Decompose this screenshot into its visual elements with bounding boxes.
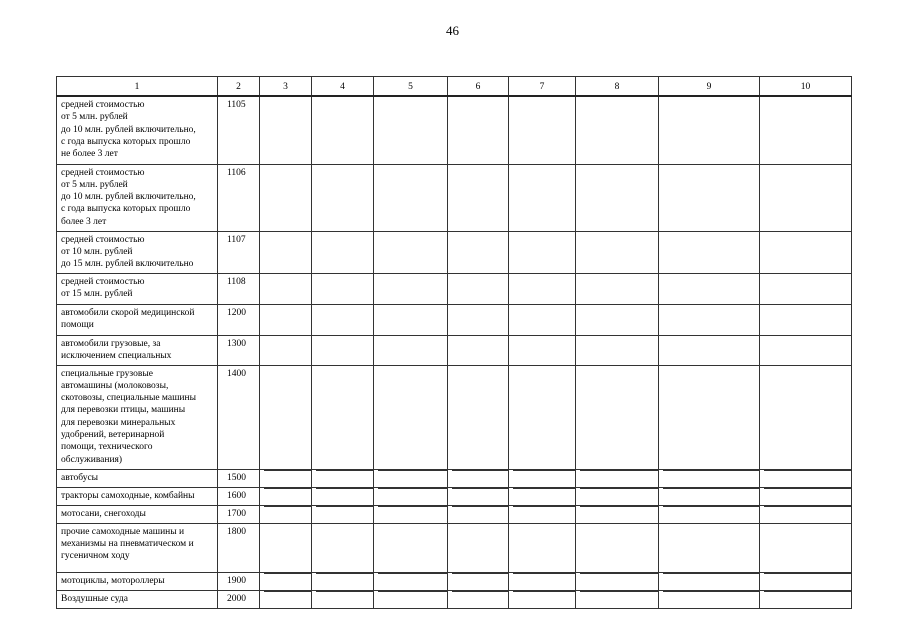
empty-cell-col-3 (260, 365, 312, 469)
empty-cell-col-7 (509, 273, 576, 304)
empty-cell-col-9 (659, 273, 760, 304)
empty-cell-col-3 (260, 590, 312, 608)
empty-cell-col-4 (312, 505, 374, 523)
empty-cell-col-5 (374, 96, 448, 164)
empty-cell-col-7 (509, 590, 576, 608)
row-label: средней стоимостью от 15 млн. рублей (57, 273, 218, 304)
empty-cell-col-7 (509, 304, 576, 335)
cell-divider (316, 470, 373, 471)
table-row (57, 304, 852, 335)
cell-divider (378, 506, 447, 507)
row-label: тракторы самоходные, комбайны (57, 487, 218, 505)
table-row (57, 505, 852, 523)
cell-divider (663, 470, 759, 471)
empty-cell-col-5 (374, 469, 448, 487)
empty-cell-col-4 (312, 365, 374, 469)
header-col-1: 1 (57, 77, 218, 97)
empty-cell-col-5 (374, 590, 448, 608)
row-code: 1300 (218, 335, 260, 365)
row-code: 1900 (218, 572, 260, 590)
empty-cell-col-3 (260, 273, 312, 304)
empty-cell-col-10 (760, 487, 852, 505)
empty-cell-col-10 (760, 590, 852, 608)
cell-divider (452, 506, 508, 507)
header-col-4: 4 (312, 77, 374, 97)
empty-cell-col-3 (260, 487, 312, 505)
empty-cell-col-6 (448, 572, 509, 590)
empty-cell-col-8 (576, 304, 659, 335)
cell-divider (513, 506, 575, 507)
row-code: 1106 (218, 164, 260, 231)
header-col-7: 7 (509, 77, 576, 97)
header-col-2: 2 (218, 77, 260, 97)
table-row (57, 335, 852, 365)
cell-divider (663, 488, 759, 489)
empty-cell-col-9 (659, 365, 760, 469)
empty-cell-col-5 (374, 164, 448, 231)
row-code: 1500 (218, 469, 260, 487)
empty-cell-col-6 (448, 365, 509, 469)
empty-cell-col-10 (760, 572, 852, 590)
table-row (57, 523, 852, 572)
row-label: автомобили скорой медицинской помощи (57, 304, 218, 335)
table-row (57, 572, 852, 590)
empty-cell-col-5 (374, 523, 448, 572)
empty-cell-col-5 (374, 304, 448, 335)
empty-cell-col-9 (659, 572, 760, 590)
empty-cell-col-6 (448, 505, 509, 523)
empty-cell-col-4 (312, 523, 374, 572)
cell-divider (452, 488, 508, 489)
empty-cell-col-3 (260, 164, 312, 231)
empty-cell-col-4 (312, 590, 374, 608)
table-row (57, 590, 852, 608)
cell-divider (663, 506, 759, 507)
row-code: 2000 (218, 590, 260, 608)
empty-cell-col-7 (509, 231, 576, 273)
empty-cell-col-3 (260, 231, 312, 273)
cell-divider (513, 573, 575, 574)
cell-divider (764, 573, 851, 574)
cell-divider (264, 573, 311, 574)
row-label: средней стоимостью от 5 млн. рублей до 10 млн. рублей включительно, с года выпуска которых прошло не более 3 лет (57, 96, 218, 164)
empty-cell-col-3 (260, 505, 312, 523)
table-row (57, 273, 852, 304)
cell-divider (452, 573, 508, 574)
empty-cell-col-8 (576, 273, 659, 304)
cell-divider (316, 573, 373, 574)
row-label: мотоциклы, мотороллеры (57, 572, 218, 590)
empty-cell-col-6 (448, 487, 509, 505)
empty-cell-col-8 (576, 335, 659, 365)
table-row (57, 487, 852, 505)
cell-divider (580, 573, 658, 574)
empty-cell-col-6 (448, 304, 509, 335)
empty-cell-col-8 (576, 164, 659, 231)
empty-cell-col-8 (576, 590, 659, 608)
empty-cell-col-4 (312, 469, 374, 487)
empty-cell-col-8 (576, 365, 659, 469)
header-col-5: 5 (374, 77, 448, 97)
table-row (57, 469, 852, 487)
row-label: автомобили грузовые, за исключением специальных (57, 335, 218, 365)
empty-cell-col-7 (509, 523, 576, 572)
cell-divider (264, 506, 311, 507)
row-code: 1400 (218, 365, 260, 469)
empty-cell-col-4 (312, 96, 374, 164)
cell-divider (316, 591, 373, 592)
empty-cell-col-4 (312, 304, 374, 335)
empty-cell-col-7 (509, 505, 576, 523)
row-code: 1800 (218, 523, 260, 572)
empty-cell-col-8 (576, 572, 659, 590)
cell-divider (764, 470, 851, 471)
empty-cell-col-9 (659, 505, 760, 523)
empty-cell-col-8 (576, 469, 659, 487)
empty-cell-col-4 (312, 164, 374, 231)
header-col-6: 6 (448, 77, 509, 97)
cell-divider (663, 591, 759, 592)
empty-cell-col-9 (659, 231, 760, 273)
row-label: Воздушные суда (57, 590, 218, 608)
empty-cell-col-7 (509, 335, 576, 365)
cell-divider (764, 488, 851, 489)
empty-cell-col-5 (374, 231, 448, 273)
empty-cell-col-5 (374, 335, 448, 365)
cell-divider (513, 470, 575, 471)
empty-cell-col-7 (509, 487, 576, 505)
empty-cell-col-9 (659, 96, 760, 164)
empty-cell-col-7 (509, 164, 576, 231)
empty-cell-col-8 (576, 505, 659, 523)
row-code: 1700 (218, 505, 260, 523)
empty-cell-col-4 (312, 273, 374, 304)
table-row (57, 96, 852, 164)
row-label: автобусы (57, 469, 218, 487)
cell-divider (764, 591, 851, 592)
empty-cell-col-10 (760, 231, 852, 273)
empty-cell-col-7 (509, 469, 576, 487)
header-col-9: 9 (659, 77, 760, 97)
cell-divider (764, 506, 851, 507)
empty-cell-col-6 (448, 335, 509, 365)
row-label: прочие самоходные машины и механизмы на пневматическом и гусеничном ходу (57, 523, 218, 572)
cell-divider (378, 591, 447, 592)
empty-cell-col-10 (760, 96, 852, 164)
empty-cell-col-4 (312, 231, 374, 273)
empty-cell-col-4 (312, 572, 374, 590)
cell-divider (264, 488, 311, 489)
cell-divider (378, 470, 447, 471)
cell-divider (580, 488, 658, 489)
empty-cell-col-3 (260, 523, 312, 572)
empty-cell-col-5 (374, 487, 448, 505)
row-label: специальные грузовые автомашины (молоковозы, скотовозы, специальные машины для перевозки птицы, машины для перевозки минеральных удобрений, ветеринарной помощи, технического обслуживания) (57, 365, 218, 469)
empty-cell-col-7 (509, 572, 576, 590)
page-number: 46 (446, 23, 459, 38)
empty-cell-col-10 (760, 523, 852, 572)
header-col-8: 8 (576, 77, 659, 97)
cell-divider (316, 506, 373, 507)
cell-divider (513, 591, 575, 592)
row-code: 1107 (218, 231, 260, 273)
cell-divider (580, 591, 658, 592)
cell-divider (663, 573, 759, 574)
empty-cell-col-6 (448, 469, 509, 487)
empty-cell-col-7 (509, 96, 576, 164)
empty-cell-col-10 (760, 164, 852, 231)
cell-divider (580, 506, 658, 507)
empty-cell-col-8 (576, 523, 659, 572)
empty-cell-col-9 (659, 523, 760, 572)
empty-cell-col-10 (760, 505, 852, 523)
empty-cell-col-6 (448, 523, 509, 572)
table-row (57, 365, 852, 469)
empty-cell-col-9 (659, 304, 760, 335)
empty-cell-col-9 (659, 335, 760, 365)
cell-divider (580, 470, 658, 471)
row-label: средней стоимостью от 10 млн. рублей до 15 млн. рублей включительно (57, 231, 218, 273)
cell-divider (378, 488, 447, 489)
cell-divider (513, 488, 575, 489)
empty-cell-col-8 (576, 231, 659, 273)
empty-cell-col-10 (760, 304, 852, 335)
header-col-10: 10 (760, 77, 852, 97)
row-label: мотосани, снегоходы (57, 505, 218, 523)
empty-cell-col-10 (760, 469, 852, 487)
row-code: 1108 (218, 273, 260, 304)
empty-cell-col-9 (659, 164, 760, 231)
row-code: 1200 (218, 304, 260, 335)
empty-cell-col-4 (312, 335, 374, 365)
empty-cell-col-8 (576, 487, 659, 505)
empty-cell-col-8 (576, 96, 659, 164)
row-code: 1600 (218, 487, 260, 505)
header-col-3: 3 (260, 77, 312, 97)
cell-divider (264, 591, 311, 592)
empty-cell-col-9 (659, 487, 760, 505)
empty-cell-col-10 (760, 273, 852, 304)
empty-cell-col-5 (374, 273, 448, 304)
cell-divider (452, 591, 508, 592)
empty-cell-col-6 (448, 273, 509, 304)
empty-cell-col-10 (760, 335, 852, 365)
data-table (56, 76, 852, 609)
cell-divider (316, 488, 373, 489)
empty-cell-col-6 (448, 96, 509, 164)
empty-cell-col-4 (312, 487, 374, 505)
empty-cell-col-6 (448, 164, 509, 231)
row-label: средней стоимостью от 5 млн. рублей до 10 млн. рублей включительно, с года выпуска которых прошло более 3 лет (57, 164, 218, 231)
empty-cell-col-3 (260, 335, 312, 365)
cell-divider (452, 470, 508, 471)
empty-cell-col-6 (448, 231, 509, 273)
empty-cell-col-5 (374, 365, 448, 469)
table-row (57, 231, 852, 273)
cell-divider (264, 470, 311, 471)
table-row (57, 164, 852, 231)
empty-cell-col-9 (659, 590, 760, 608)
empty-cell-col-9 (659, 469, 760, 487)
empty-cell-col-3 (260, 572, 312, 590)
empty-cell-col-3 (260, 96, 312, 164)
header-row (57, 77, 852, 97)
empty-cell-col-5 (374, 572, 448, 590)
empty-cell-col-5 (374, 505, 448, 523)
empty-cell-col-10 (760, 365, 852, 469)
empty-cell-col-3 (260, 469, 312, 487)
cell-divider (378, 573, 447, 574)
empty-cell-col-3 (260, 304, 312, 335)
empty-cell-col-7 (509, 365, 576, 469)
row-code: 1105 (218, 96, 260, 164)
empty-cell-col-6 (448, 590, 509, 608)
